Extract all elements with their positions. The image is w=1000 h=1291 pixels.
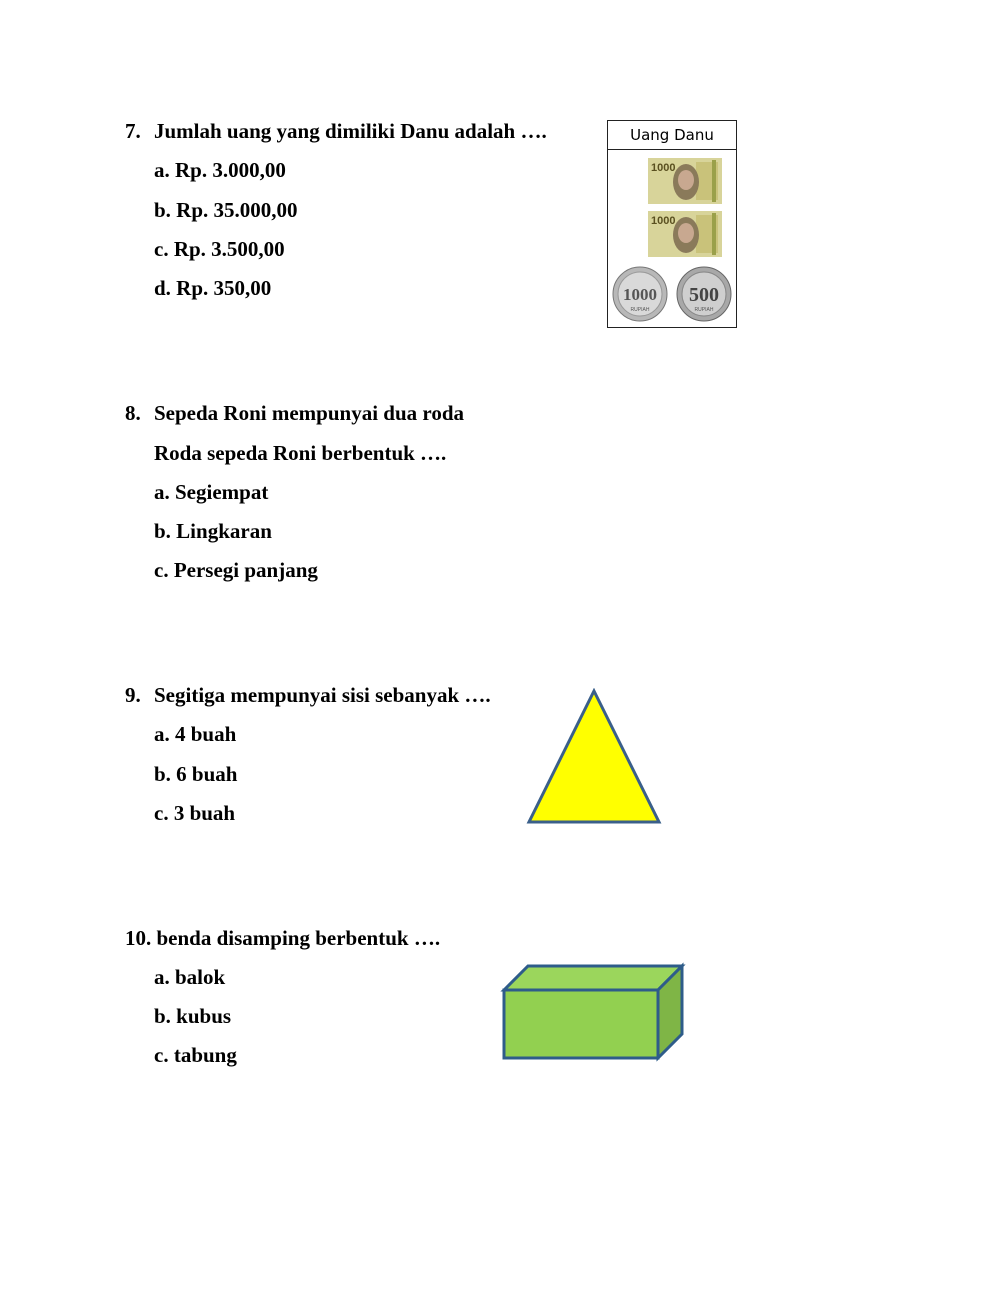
option-7b[interactable]: b. Rp. 35.000,00: [154, 198, 298, 222]
option-7c[interactable]: c. Rp. 3.500,00: [154, 237, 285, 261]
question-10: [125, 926, 440, 950]
banknote-1000-image: [648, 158, 722, 204]
option-9c[interactable]: c. 3 buah: [154, 801, 236, 825]
option-10c[interactable]: c. tabung: [154, 1043, 237, 1067]
question-text: benda disamping berbentuk ….: [156, 926, 441, 950]
option-10b[interactable]: b. kubus: [154, 1004, 232, 1028]
option-7a[interactable]: a. Rp. 3.000,00: [154, 158, 286, 182]
banknote-value: 1000: [651, 215, 676, 227]
question-text: Segitiga mempunyai sisi sebanyak ….: [154, 683, 491, 707]
question-text: Sepeda Roni mempunyai dua roda: [154, 401, 465, 425]
question-number: 7.: [125, 119, 141, 143]
coin-value: 500: [689, 284, 719, 306]
option-8c[interactable]: c. Persegi panjang: [154, 558, 318, 582]
question-number: 10.: [125, 926, 152, 950]
question-number: 8.: [125, 401, 141, 425]
coin-caption: RUPIAH: [630, 307, 650, 313]
option-8b[interactable]: b. Lingkaran: [154, 519, 272, 543]
option-10a[interactable]: a. balok: [154, 965, 226, 989]
coin-1000-image: [612, 266, 668, 322]
question-9: [125, 683, 491, 707]
banknote-value: 1000: [651, 162, 676, 174]
question-number: 9.: [125, 683, 141, 707]
money-figure: [607, 120, 737, 328]
option-8a[interactable]: a. Segiempat: [154, 480, 269, 504]
option-9a[interactable]: a. 4 buah: [154, 722, 237, 746]
question-text: Jumlah uang yang dimiliki Danu adalah ….: [154, 119, 547, 143]
coin-caption: RUPIAH: [694, 307, 714, 313]
money-figure-title: Uang Danu: [608, 121, 736, 150]
banknote-1000-image: [648, 211, 722, 257]
question-7: [125, 119, 547, 143]
question-8: [125, 401, 464, 425]
triangle-shape: [525, 688, 665, 828]
option-7d[interactable]: d. Rp. 350,00: [154, 276, 272, 300]
option-9b[interactable]: b. 6 buah: [154, 762, 238, 786]
coin-500-image: [676, 266, 732, 322]
question-8-line2: Roda sepeda Roni berbentuk ….: [154, 441, 447, 465]
coin-value: 1000: [623, 285, 657, 304]
cuboid-shape: [500, 962, 690, 1064]
